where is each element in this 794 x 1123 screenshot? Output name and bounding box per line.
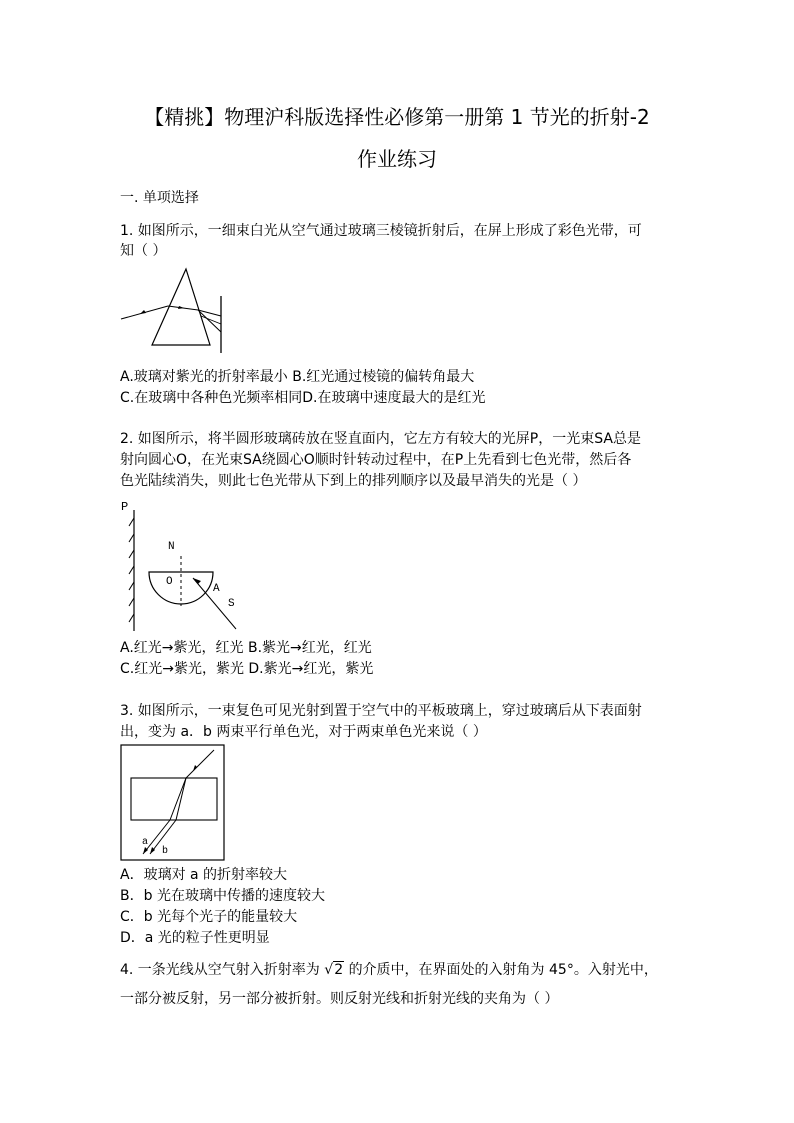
q3-option-c: C．b 光每个光子的能量较大 xyxy=(120,909,298,925)
q2-options-line2: C.红光→紫光，紫光 D.紫光→红光，紫光 xyxy=(120,661,374,677)
q3-stem-line2: 出，变为 a．b 两束平行单色光，对于两束单色光来说（ ） xyxy=(120,724,487,740)
sqrt-symbol: √ xyxy=(324,962,334,978)
q4-stem-pre: 4. 一条光线从空气射入折射率为 xyxy=(120,962,320,978)
label-a: A xyxy=(213,583,220,595)
q4-stem-line1 xyxy=(120,960,658,980)
q3-stem-line1: 3. 如图所示，一束复色可见光射到置于空气中的平板玻璃上，穿过玻璃后从下表面射 xyxy=(120,703,642,719)
sqrt-2 xyxy=(324,960,344,980)
q1-options-line1: A.玻璃对紫光的折射率最小 B.红光通过棱镜的偏转角最大 xyxy=(120,369,475,385)
q4-stem-line2: 一部分被反射，另一部分被折射。则反射光线和折射光线的夹角为（ ） xyxy=(120,991,559,1007)
q2-stem-line3: 色光陆续消失，则此七色光带从下到上的排列顺序以及最早消失的光是（ ） xyxy=(120,473,587,489)
q3-glass-plate-figure xyxy=(120,744,226,862)
label-b: b xyxy=(162,846,169,857)
q3-option-d: D．a 光的粒子性更明显 xyxy=(120,930,270,946)
q1-prism-figure xyxy=(118,266,228,358)
label-o: O xyxy=(166,576,173,588)
q1-stem-line2: 知（ ） xyxy=(120,243,167,259)
q2-stem-line2: 射向圆心O，在光束SA绕圆心O顺时针转动过程中，在P上先看到七色光带，然后各 xyxy=(120,452,632,468)
q2-semicircle-figure xyxy=(118,496,258,636)
page-title-line2: 作业练习 xyxy=(357,147,437,171)
glass-plate xyxy=(131,778,217,820)
page-title-line1: 【精挑】物理沪科版选择性必修第一册第 1 节光的折射-2 xyxy=(144,105,650,129)
q4-stem-post: 的介质中，在界面处的入射角为 45°。入射光中， xyxy=(348,962,658,978)
label-p: P xyxy=(121,500,129,514)
q1-options-line2: C.在玻璃中各种色光频率相同D.在玻璃中速度最大的是红光 xyxy=(120,390,486,406)
q3-option-b: B．b 光在玻璃中传播的速度较大 xyxy=(120,888,325,904)
label-a: a xyxy=(142,837,149,848)
sqrt-value: 2 xyxy=(334,962,344,978)
q1-stem-line1: 1. 如图所示，一细束白光从空气通过玻璃三棱镜折射后，在屏上形成了彩色光带，可 xyxy=(120,223,642,239)
q2-options-line1: A.红光→紫光，红光 B.紫光→红光，红光 xyxy=(120,640,372,656)
q2-stem-line1: 2. 如图所示，将半圆形玻璃砖放在竖直面内，它左方有较大的光屏P，一光束SA总是 xyxy=(120,431,641,447)
section-heading: 一. 单项选择 xyxy=(120,190,199,206)
figure-frame xyxy=(121,745,224,860)
label-n: N xyxy=(168,541,175,553)
incident-ray xyxy=(186,750,214,778)
label-s: S xyxy=(228,598,235,610)
q3-option-a: A．玻璃对 a 的折射率较大 xyxy=(120,867,288,883)
